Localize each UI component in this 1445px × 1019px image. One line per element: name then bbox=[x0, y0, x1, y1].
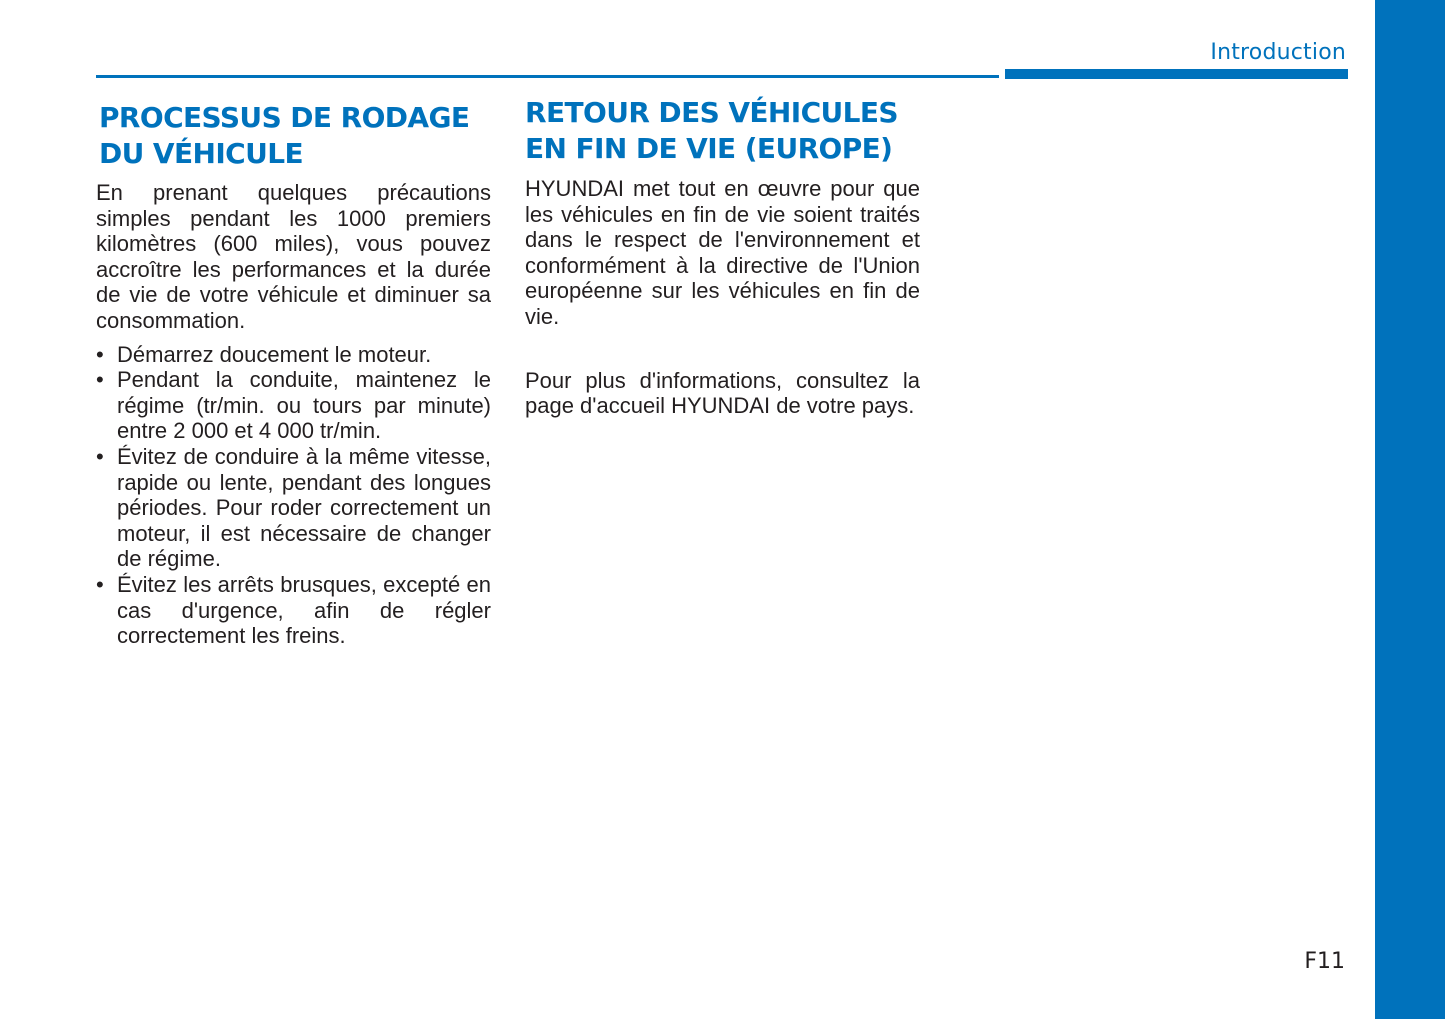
header-rule-accent bbox=[1005, 69, 1348, 79]
list-item bbox=[96, 342, 491, 368]
bullet-icon: • bbox=[96, 341, 104, 367]
more-info-paragraph: Pour plus d'informations, consultez la page d'accueil HYUNDAI de votre pays. bbox=[525, 367, 920, 419]
list-item bbox=[96, 367, 491, 444]
break-in-list bbox=[96, 342, 491, 649]
left-column bbox=[96, 100, 491, 649]
page-number: F11 bbox=[1304, 949, 1345, 974]
list-item-text: Évitez les arrêts brusques, excepté en cas d'urgence, afin de régler correctement les freins. bbox=[117, 571, 491, 649]
bullet-icon: • bbox=[96, 571, 104, 597]
end-of-life-heading: RETOUR DES VÉHICULES EN FIN DE VIE (EUROPE) bbox=[525, 96, 898, 165]
right-column bbox=[525, 96, 920, 419]
break-in-intro: En prenant quelques précautions simples pendant les 1000 premiers kilomètres (600 miles), vous pouvez accroître les performances et la durée de vie de votre véhicule et diminuer sa consommation. bbox=[96, 180, 491, 333]
bullet-icon: • bbox=[96, 443, 104, 469]
list-item bbox=[96, 444, 491, 572]
chapter-side-tab bbox=[1375, 0, 1445, 1019]
bullet-icon: • bbox=[96, 367, 104, 393]
list-item-text: Évitez de conduire à la même vitesse, rapide ou lente, pendant des longues périodes. Pour roder correctement un moteur, il est nécessaire de changer de régime. bbox=[117, 443, 491, 572]
list-item bbox=[96, 572, 491, 649]
header-rule bbox=[96, 75, 999, 78]
list-item-text: Pendant la conduite, maintenez le régime (tr/min. ou tours par minute) entre 2 000 et 4 000 tr/min. bbox=[117, 367, 491, 444]
list-item-text: Démarrez doucement le moteur. bbox=[117, 341, 432, 367]
end-of-life-paragraph: HYUNDAI met tout en œuvre pour que les véhicules en fin de vie soient traités dans le respect de l'environnement et conformément à la directive de l'Union européenne sur les véhicules en fin de vie. bbox=[525, 176, 920, 329]
break-in-heading: PROCESSUS DE RODAGE DU VÉHICULE bbox=[99, 101, 470, 170]
section-label: Introduction bbox=[1210, 40, 1346, 65]
